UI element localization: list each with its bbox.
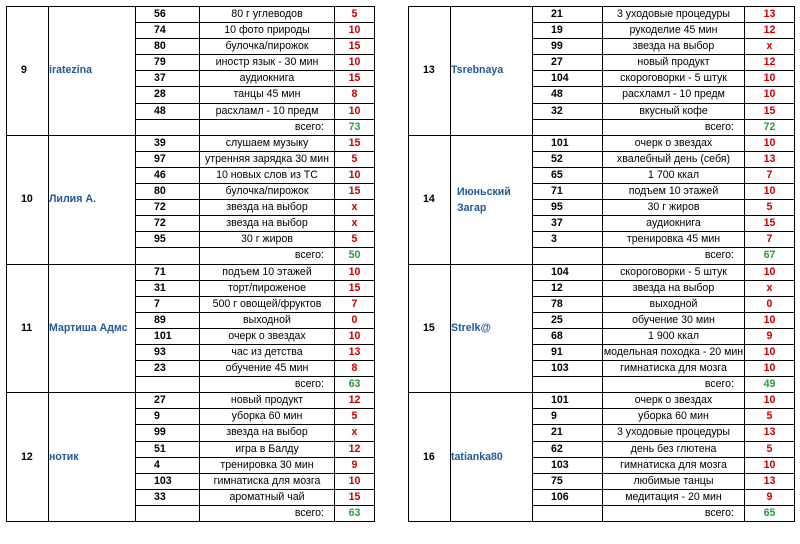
task-number: 37 [136,71,200,87]
task-row [409,264,795,280]
task-number: 3 [533,232,603,248]
task-points: 10 [745,71,795,87]
task-description: скороговорки - 5 штук [603,71,745,87]
task-row [7,135,375,151]
participant-name: tatianka80 [451,393,533,522]
participant-number: 12 [7,393,49,522]
task-points: 12 [335,393,375,409]
total-points: 63 [335,505,375,521]
task-number: 19 [533,23,603,39]
task-number: 48 [136,103,200,119]
task-points: 10 [745,312,795,328]
task-points: 5 [745,200,795,216]
task-number: 71 [533,184,603,200]
task-number: 103 [136,473,200,489]
task-number: 74 [136,23,200,39]
task-description: 3 уходовые процедуры [603,425,745,441]
task-description: подъем 10 этажей [200,264,335,280]
task-points: 7 [745,232,795,248]
total-spacer [136,505,200,521]
task-description: гимнатиска для мозга [603,457,745,473]
participant-number: 15 [409,264,451,393]
total-points: 67 [745,248,795,264]
task-number: 7 [136,296,200,312]
task-description: гимнатиска для мозга [200,473,335,489]
task-description: 80 г углеводов [200,7,335,23]
task-row [7,264,375,280]
participant-number: 9 [7,7,49,136]
task-description: любимые танцы [603,473,745,489]
task-number: 95 [136,232,200,248]
task-points: 15 [335,280,375,296]
total-spacer [533,119,603,135]
task-description: обучение 45 мин [200,361,335,377]
task-points: 10 [335,473,375,489]
task-points: x [335,200,375,216]
task-points: 10 [745,135,795,151]
task-description: выходной [200,312,335,328]
task-points: 7 [335,296,375,312]
task-description: звезда на выбор [603,280,745,296]
total-spacer [136,248,200,264]
task-number: 78 [533,296,603,312]
task-description: новый продукт [200,393,335,409]
task-description: ароматный чай [200,489,335,505]
task-points: 5 [745,409,795,425]
task-description: тренировка 45 мин [603,232,745,248]
task-description: иностр язык - 30 мин [200,55,335,71]
task-number: 28 [136,87,200,103]
task-description: 1 900 ккал [603,328,745,344]
task-description: очерк о звездах [603,135,745,151]
total-label: всего: [603,248,745,264]
task-description: расхламл - 10 предм [603,87,745,103]
task-points: 10 [335,328,375,344]
task-description: булочка/пирожок [200,184,335,200]
task-number: 99 [533,39,603,55]
task-number: 101 [533,135,603,151]
task-number: 65 [533,167,603,183]
task-points: x [745,39,795,55]
task-points: 10 [745,184,795,200]
task-number: 4 [136,457,200,473]
task-description: скороговорки - 5 штук [603,264,745,280]
task-number: 23 [136,361,200,377]
task-number: 72 [136,200,200,216]
task-number: 27 [136,393,200,409]
task-description: новый продукт [603,55,745,71]
task-description: обучение 30 мин [603,312,745,328]
task-number: 48 [533,87,603,103]
task-description: звезда на выбор [200,200,335,216]
task-description: звезда на выбор [200,216,335,232]
task-description: уборка 60 мин [200,409,335,425]
task-points: 8 [335,87,375,103]
task-points: 15 [335,184,375,200]
participant-name: нотик [49,393,136,522]
task-description: уборка 60 мин [603,409,745,425]
task-points: 13 [745,473,795,489]
task-points: 10 [335,167,375,183]
task-points: 15 [335,135,375,151]
task-row [7,393,375,409]
task-description: аудиокнига [603,216,745,232]
task-number: 79 [136,55,200,71]
task-points: 5 [335,232,375,248]
task-number: 103 [533,361,603,377]
task-points: 10 [335,264,375,280]
task-number: 104 [533,71,603,87]
task-number: 32 [533,103,603,119]
task-points: 0 [335,312,375,328]
task-points: 10 [745,87,795,103]
total-label: всего: [603,505,745,521]
task-number: 89 [136,312,200,328]
participant-name: Лилия А. [49,135,136,264]
task-description: слушаем музыку [200,135,335,151]
task-description: звезда на выбор [200,425,335,441]
task-description: утренняя зарядка 30 мин [200,151,335,167]
task-number: 37 [533,216,603,232]
task-description: 30 г жиров [603,200,745,216]
task-row [7,7,375,23]
task-description: игра в Балду [200,441,335,457]
total-spacer [533,377,603,393]
task-number: 39 [136,135,200,151]
task-number: 75 [533,473,603,489]
task-points: 15 [335,71,375,87]
task-number: 9 [136,409,200,425]
task-points: 5 [335,7,375,23]
task-description: аудиокнига [200,71,335,87]
task-points: x [335,425,375,441]
task-description: выходной [603,296,745,312]
participant-number: 11 [7,264,49,393]
total-label: всего: [603,119,745,135]
task-points: 12 [745,23,795,39]
task-description: звезда на выбор [603,39,745,55]
task-number: 106 [533,489,603,505]
task-number: 12 [533,280,603,296]
right-score-table [408,6,795,522]
task-description: танцы 45 мин [200,87,335,103]
task-points: 9 [335,457,375,473]
task-description: 3 уходовые процедуры [603,7,745,23]
task-points: 10 [745,264,795,280]
task-number: 62 [533,441,603,457]
participant-number: 14 [409,135,451,264]
task-points: 12 [335,441,375,457]
total-points: 72 [745,119,795,135]
participant-name: Tsrebnaya [451,7,533,136]
task-points: 0 [745,296,795,312]
total-label: всего: [603,377,745,393]
total-label: всего: [200,248,335,264]
left-score-table [6,6,375,522]
task-number: 97 [136,151,200,167]
task-points: 13 [745,7,795,23]
task-number: 27 [533,55,603,71]
task-points: 15 [745,216,795,232]
task-points: 5 [745,441,795,457]
task-description: рукоделие 45 мин [603,23,745,39]
task-points: x [745,280,795,296]
task-description: 1 700 ккал [603,167,745,183]
task-number: 21 [533,425,603,441]
task-points: 10 [745,393,795,409]
participant-name: Июньский Загар [451,135,533,264]
task-number: 68 [533,328,603,344]
task-points: 10 [745,457,795,473]
task-description: вкусный кофе [603,103,745,119]
total-points: 63 [335,377,375,393]
task-description: медитация - 20 мин [603,489,745,505]
task-points: x [335,216,375,232]
task-points: 9 [745,489,795,505]
task-points: 7 [745,167,795,183]
task-description: булочка/пирожок [200,39,335,55]
total-label: всего: [200,119,335,135]
task-description: подъем 10 этажей [603,184,745,200]
task-number: 101 [533,393,603,409]
task-number: 46 [136,167,200,183]
task-number: 31 [136,280,200,296]
participant-name: Мартиша Адмс [49,264,136,393]
participant-number: 10 [7,135,49,264]
task-points: 15 [745,103,795,119]
task-number: 101 [136,328,200,344]
participant-name: Strelk@ [451,264,533,393]
task-number: 80 [136,39,200,55]
task-number: 103 [533,457,603,473]
task-description: 500 г овощей/фруктов [200,296,335,312]
total-points: 49 [745,377,795,393]
task-number: 52 [533,151,603,167]
task-number: 9 [533,409,603,425]
task-description: гимнатиска для мозга [603,361,745,377]
task-number: 51 [136,441,200,457]
task-number: 104 [533,264,603,280]
task-points: 10 [745,361,795,377]
task-number: 33 [136,489,200,505]
task-points: 12 [745,55,795,71]
task-points: 10 [745,344,795,360]
task-points: 9 [745,328,795,344]
task-points: 13 [745,425,795,441]
task-number: 80 [136,184,200,200]
task-description: хвалебный день (себя) [603,151,745,167]
task-row [409,7,795,23]
task-description: 10 новых слов из ТС [200,167,335,183]
task-description: торт/пироженое [200,280,335,296]
total-points: 73 [335,119,375,135]
participant-number: 13 [409,7,451,136]
task-points: 8 [335,361,375,377]
total-points: 50 [335,248,375,264]
task-points: 15 [335,489,375,505]
task-number: 91 [533,344,603,360]
task-points: 10 [335,23,375,39]
total-spacer [136,377,200,393]
task-number: 99 [136,425,200,441]
task-description: 30 г жиров [200,232,335,248]
task-points: 13 [335,344,375,360]
task-row [409,393,795,409]
total-points: 65 [745,505,795,521]
total-spacer [533,505,603,521]
task-number: 71 [136,264,200,280]
participant-name: iratezina [49,7,136,136]
task-number: 56 [136,7,200,23]
total-label: всего: [200,377,335,393]
task-description: час из детства [200,344,335,360]
task-description: день без глютена [603,441,745,457]
task-points: 5 [335,409,375,425]
task-number: 72 [136,216,200,232]
total-label: всего: [200,505,335,521]
task-number: 21 [533,7,603,23]
task-points: 13 [745,151,795,167]
task-description: очерк о звездах [200,328,335,344]
total-spacer [533,248,603,264]
task-number: 93 [136,344,200,360]
task-number: 95 [533,200,603,216]
task-description: очерк о звездах [603,393,745,409]
task-number: 25 [533,312,603,328]
task-points: 5 [335,151,375,167]
task-row [409,135,795,151]
task-description: модельная походка - 20 мин [603,344,745,360]
task-description: расхламл - 10 предм [200,103,335,119]
task-points: 10 [335,55,375,71]
task-description: тренировка 30 мин [200,457,335,473]
total-spacer [136,119,200,135]
task-points: 10 [335,103,375,119]
task-points: 15 [335,39,375,55]
participant-number: 16 [409,393,451,522]
task-description: 10 фото природы [200,23,335,39]
